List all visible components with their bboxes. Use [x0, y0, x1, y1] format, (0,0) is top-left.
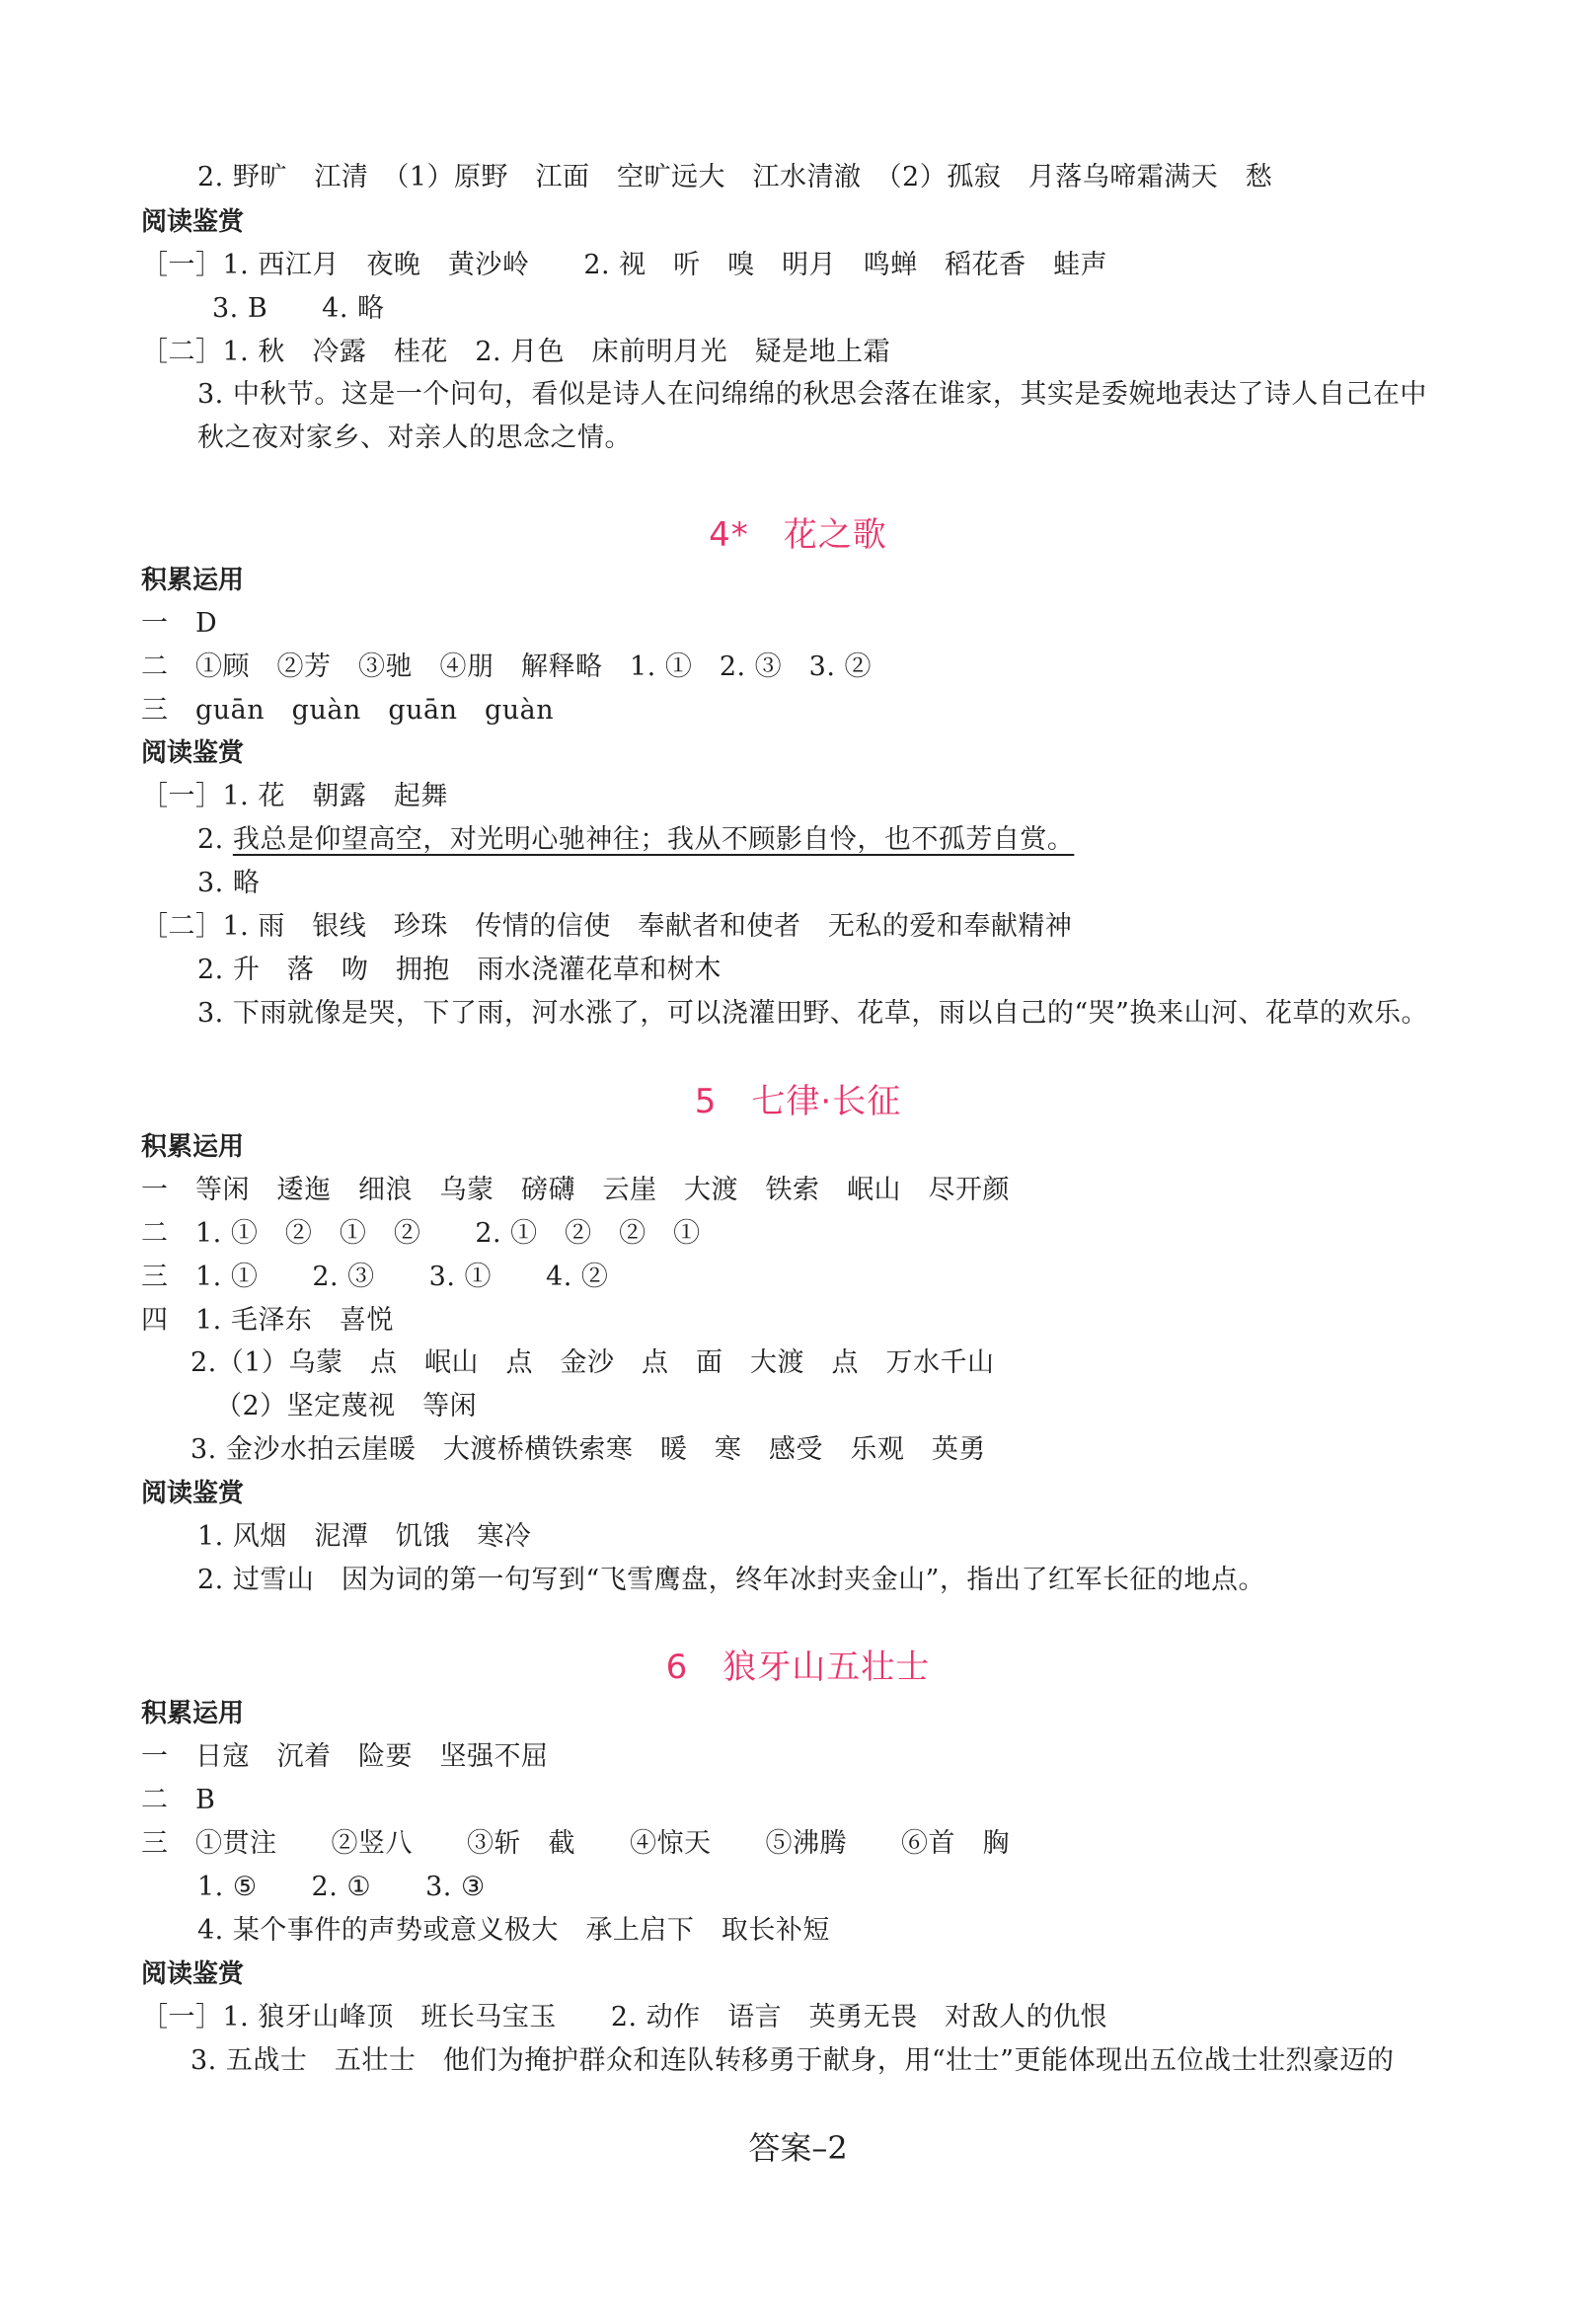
text-line: 一 等闲 逶迤 细浪 乌蒙 磅礴 云崖 大渡 铁索 岷山 尽开颜 [141, 1175, 1010, 1205]
text-line: 1. 风烟 泥潭 饥饿 寒冷 [197, 1521, 532, 1552]
section-title-6: 6 狼牙山五壮士 [665, 1648, 931, 1687]
text-line: 2. 过雪山 因为词的第一句写到“飞雪鹰盘，终年冰封夹金山”，指出了红军长征的地点。 [197, 1565, 1265, 1595]
section-title-4: 4* 花之歌 [709, 515, 887, 555]
text-line: 一 D [141, 608, 218, 639]
text-line: ［一］1. 花 朝露 起舞 [141, 781, 448, 811]
text-line: 一 日寇 沉着 险要 坚强不屈 [141, 1741, 549, 1772]
text-line: ［一］1. 西江月 夜晚 黄沙岭 2. 视 听 嗅 明月 鸣蝉 稻花香 蛙声 [141, 250, 1108, 280]
text-line: 3. 略 [197, 868, 261, 898]
section-heading-reading: 阅读鉴赏 [141, 738, 245, 768]
text-line: 2. 野旷 江清 （1）原野 江面 空旷远大 江水清澈 （2）孤寂 月落乌啼霜满天 愁 [197, 162, 1273, 192]
section-heading-accumulation: 积累运用 [141, 566, 245, 595]
text-line: （2）坚定蔑视 等闲 [215, 1391, 478, 1421]
text-line: ［一］1. 狼牙山峰顶 班长马宝玉 2. 动作 语言 英勇无畏 对敌人的仇恨 [141, 2002, 1108, 2033]
page-number: 答案–2 [748, 2129, 848, 2167]
section-heading-accumulation: 积累运用 [141, 1132, 245, 1162]
section-heading-reading: 阅读鉴赏 [141, 1959, 245, 1989]
underlined-answer: 我总是仰望高空，对光明心驰神往；我从不顾影自怜，也不孤芳自赏。 [232, 824, 1075, 855]
text-line: 秋之夜对家乡、对亲人的思念之情。 [197, 422, 632, 453]
section-heading-accumulation: 积累运用 [141, 1699, 245, 1728]
item-number: 2. [197, 824, 233, 855]
text-line: 三 ①贯注 ②竖八 ③斩 截 ④惊天 ⑤沸腾 ⑥首 胸 [141, 1828, 1010, 1859]
text-line: 3. 中秋节。这是一个问句，看似是诗人在问绵绵的秋思会落在谁家，其实是委婉地表达了诗人自己在中 [197, 379, 1427, 410]
section-title-5: 5 七律·长征 [694, 1082, 902, 1121]
text-line: 3. 五战士 五壮士 他们为掩护群众和连队转移勇于献身，用“壮士”更能体现出五位战士壮烈豪迈的 [190, 2045, 1395, 2076]
pinyin-line: 三 guān guàn guān guàn [141, 695, 555, 726]
text-line: 4. 某个事件的声势或意义极大 承上启下 取长补短 [197, 1915, 830, 1946]
text-line: 二 1. ① ② ① ② 2. ① ② ② ① [141, 1218, 701, 1249]
text-line: 3. 金沙水拍云崖暖 大渡桥横铁索寒 暖 寒 感受 乐观 英勇 [190, 1434, 986, 1465]
text-line: ［二］1. 秋 冷露 桂花 2. 月色 床前明月光 疑是地上霜 [141, 337, 891, 367]
text-line: 三 1. ① 2. ③ 3. ① 4. ② [141, 1262, 609, 1292]
text-line: 1. ⑤ 2. ① 3. ③ [197, 1872, 486, 1902]
text-line: 二 ①顾 ②芳 ③驰 ④朋 解释略 1. ① 2. ③ 3. ② [141, 652, 873, 682]
text-line: 3. 下雨就像是哭，下了雨，河水涨了，可以浇灌田野、花草，雨以自己的“哭”换来山河、花草的欢乐。 [197, 998, 1428, 1029]
text-line: 2. 升 落 吻 拥抱 雨水浇灌花草和树木 [197, 955, 722, 985]
text-line: 2.（1）乌蒙 点 岷山 点 金沙 点 面 大渡 点 万水千山 [190, 1347, 995, 1378]
section-heading-reading: 阅读鉴赏 [141, 1479, 245, 1508]
text-line: 3. B 4. 略 [212, 293, 385, 324]
text-line [197, 822, 1074, 858]
text-line: 二 B [141, 1785, 216, 1815]
text-line: ［二］1. 雨 银线 珍珠 传情的信使 奉献者和使者 无私的爱和奉献精神 [141, 911, 1073, 942]
section-heading-reading: 阅读鉴赏 [141, 207, 245, 237]
text-line: 四 1. 毛泽东 喜悦 [141, 1305, 394, 1336]
